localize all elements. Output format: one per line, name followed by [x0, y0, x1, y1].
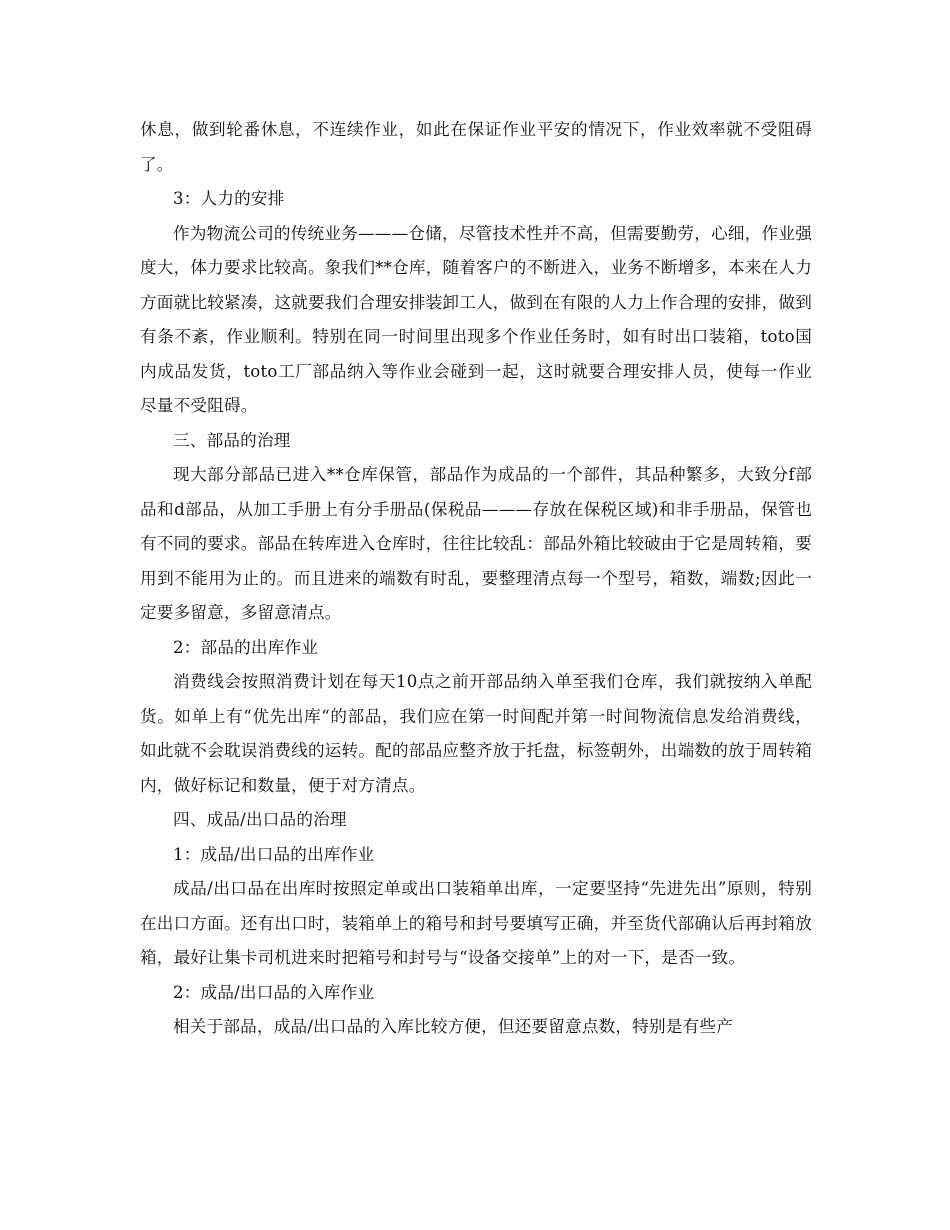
section-heading-finished-goods: 四、成品/出口品的治理: [173, 810, 347, 829]
paragraph-parts: 现大部分部品已进入**仓库保管，部品作为成品的一个部件，其品种繁多，大致分f部品和d部品，从加工手册上有分手册品(保税品———存放在保税区域)和非手册品，保管也有不同的要求。部品在转库进入仓库时，往往比较乱：部品外箱比较破由于它是周转箱，要用到不能用为止的。而且进来的端数有时乱，要整理清点每一个型号，箱数，端数;因此一定要多留意，多留意清点。: [140, 465, 812, 622]
subheading-finished-inbound: 2：成品/出口品的入库作业: [173, 982, 375, 1002]
subheading-parts-outbound: 2：部品的出库作业: [173, 637, 319, 657]
document-body: [140, 113, 812, 1045]
section-heading-parts: 三、部品的治理: [173, 430, 291, 450]
subheading-manpower: 3：人力的安排: [173, 189, 285, 208]
paragraph-continued: 休息，做到轮番休息，不连续作业，如此在保证作业平安的情况下，作业效率就不受阻碍了。: [140, 120, 812, 174]
subheading-finished-outbound: 1：成品/出口品的出库作业: [173, 844, 375, 864]
paragraph-parts-outbound: 消费线会按照消费计划在每天10点之前开部品纳入单至我们仓库，我们就按纳入单配货。如单上有“优先出库“的部品，我们应在第一时间配并第一时间物流信息发给消费线，如此就不会耽误消费线的运转。配的部品应整齐放于托盘，标签朝外，出端数的放于周转箱内，做好标记和数量，便于对方清点。: [140, 672, 812, 795]
paragraph-finished-outbound: 成品/出口品在出库时按照定单或出口装箱单出库，一定要坚持“先进先出”原则，特别在出口方面。还有出口时，装箱单上的箱号和封号要填写正确，并至货代部确认后再封箱放箱，最好让集卡司机进来时把箱号和封号与“设备交接单”上的对一下，是否一致。: [140, 879, 812, 967]
paragraph-finished-inbound: 相关于部品，成品/出口品的入库比较方便，但还要留意点数，特别是有些产: [173, 1017, 733, 1036]
paragraph-manpower: 作为物流公司的传统业务———仓储，尽管技术性并不高，但需要勤劳，心细，作业强度大，体力要求比较高。象我们**仓库，随着客户的不断进入，业务不断增多，本来在人力方面就比较紧凑，这就要我们合理安排装卸工人，做到在有限的人力上作合理的安排，做到有条不紊，作业顺利。特别在同一时间里出现多个作业任务时，如有时出口装箱，toto国内成品发货，toto工厂部品纳入等作业会碰到一起，这时就要合理安排人员，使每一作业尽量不受阻碍。: [140, 223, 812, 415]
